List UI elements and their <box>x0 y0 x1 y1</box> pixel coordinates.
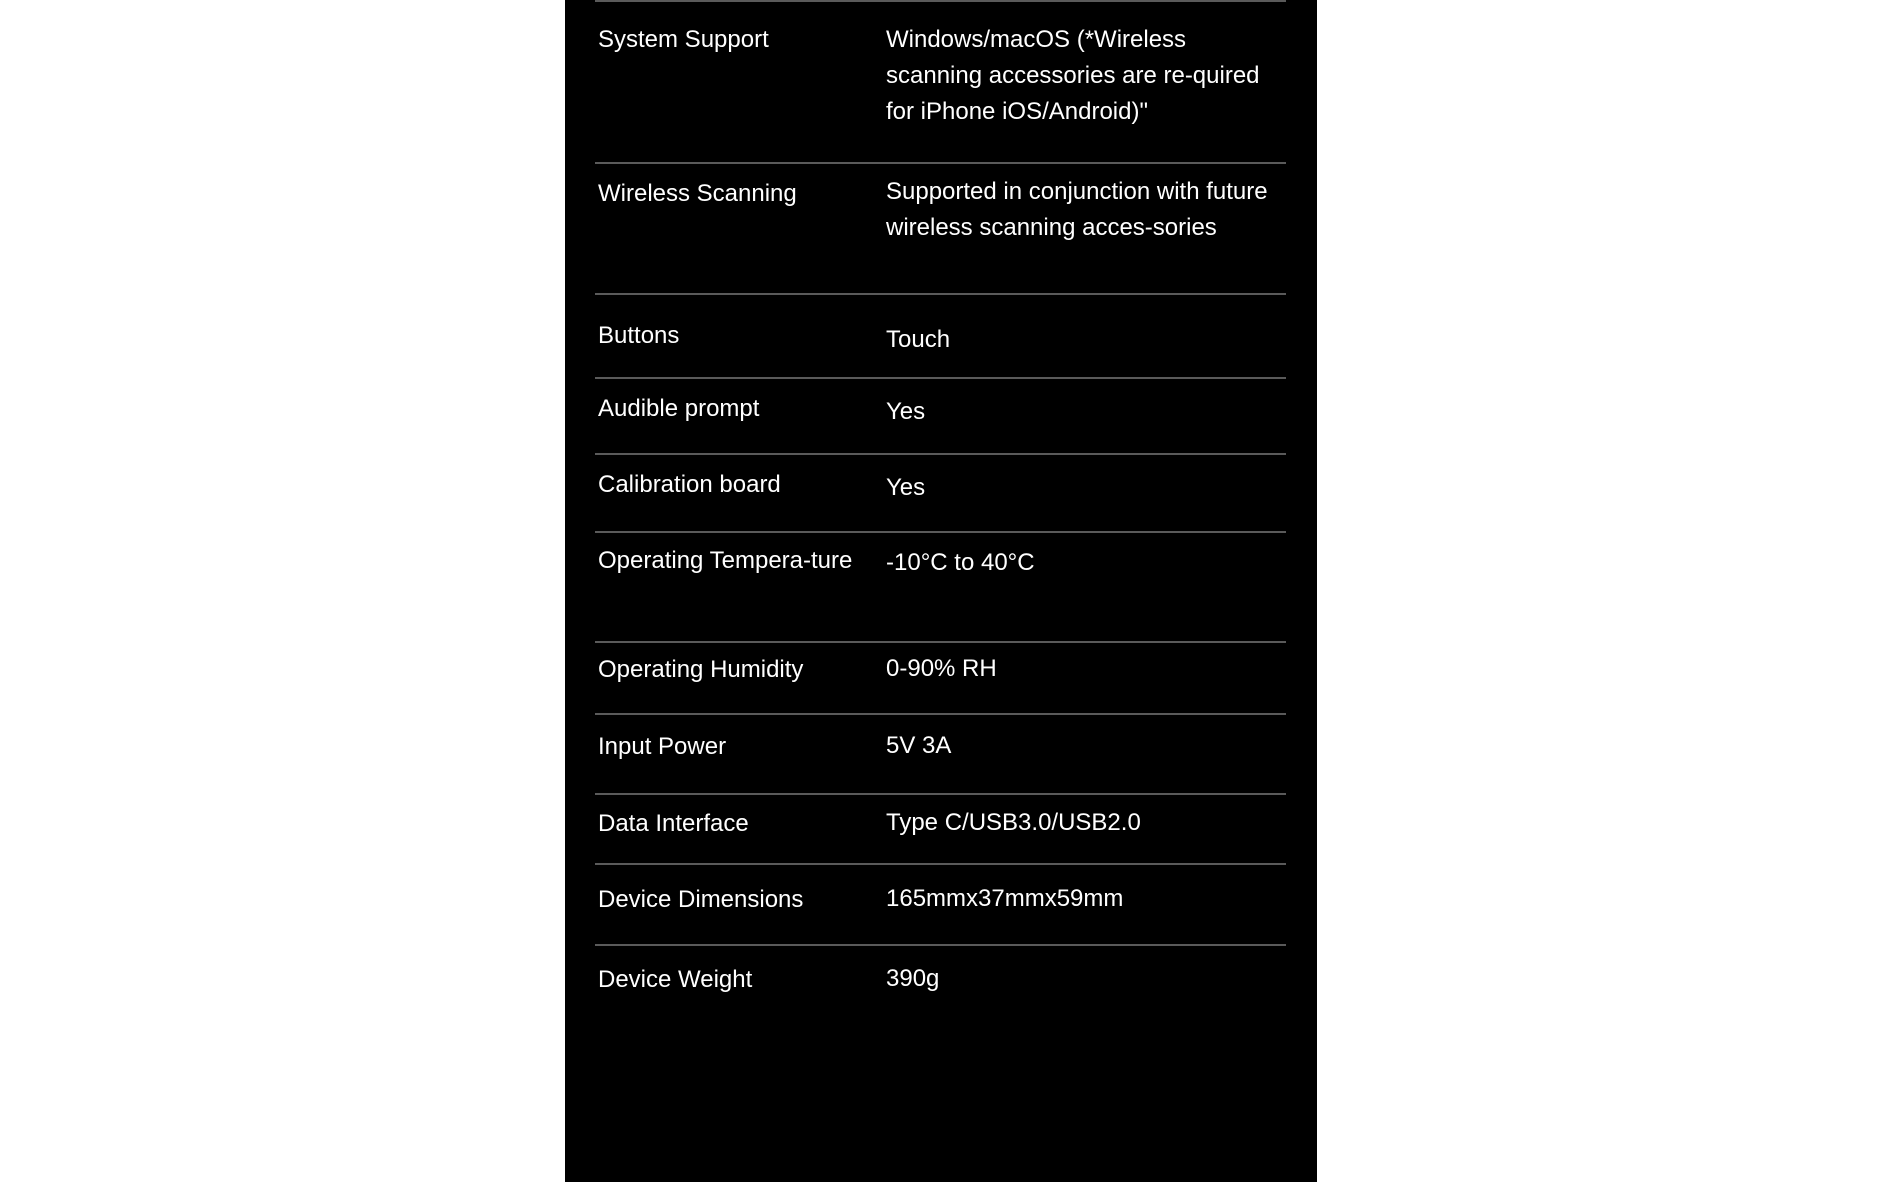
spec-row-operating-humidity <box>595 641 1286 713</box>
spec-value: Touch <box>886 326 951 353</box>
spec-value: Type C/USB3.0/USB2.0 <box>886 809 1141 836</box>
spec-row-wireless-scanning <box>595 162 1286 293</box>
spec-value: 165mmx37mmx59mm <box>886 885 1124 912</box>
spec-label: Wireless Scanning <box>598 180 797 207</box>
spec-label: Audible prompt <box>598 395 760 422</box>
spec-row-device-dimensions <box>595 863 1286 944</box>
spec-value: Supported in conjunction with future wireless scanning acces-sories <box>886 178 1268 241</box>
spec-value: Yes <box>886 474 926 501</box>
spec-row-operating-temperature <box>595 531 1286 641</box>
spec-label: Calibration board <box>598 471 781 498</box>
spec-value: Windows/macOS (*Wireless scanning accessories are re-quired for iPhone iOS/Android)" <box>886 26 1260 125</box>
spec-label: Device Dimensions <box>598 886 804 913</box>
spec-row-system-support <box>595 0 1286 162</box>
spec-row-device-weight <box>595 944 1286 1024</box>
spec-row-buttons <box>595 293 1286 377</box>
spec-row-data-interface <box>595 793 1286 863</box>
spec-label: System Support <box>598 26 769 53</box>
spec-value: Yes <box>886 398 926 425</box>
spec-label: Input Power <box>598 733 727 760</box>
spec-value: 0-90% RH <box>886 655 997 682</box>
spec-label: Operating Tempera-ture <box>598 547 853 574</box>
spec-row-input-power <box>595 713 1286 793</box>
spec-row-calibration-board <box>595 453 1286 531</box>
spec-label: Device Weight <box>598 966 753 993</box>
spec-value: 5V 3A <box>886 732 952 759</box>
spec-row-audible-prompt <box>595 377 1286 453</box>
spec-value: -10°C to 40°C <box>886 549 1035 576</box>
spec-label: Data Interface <box>598 810 749 837</box>
spec-label: Operating Humidity <box>598 656 804 683</box>
spec-panel <box>565 0 1317 1182</box>
spec-label: Buttons <box>598 322 680 349</box>
spec-value: 390g <box>886 965 940 992</box>
